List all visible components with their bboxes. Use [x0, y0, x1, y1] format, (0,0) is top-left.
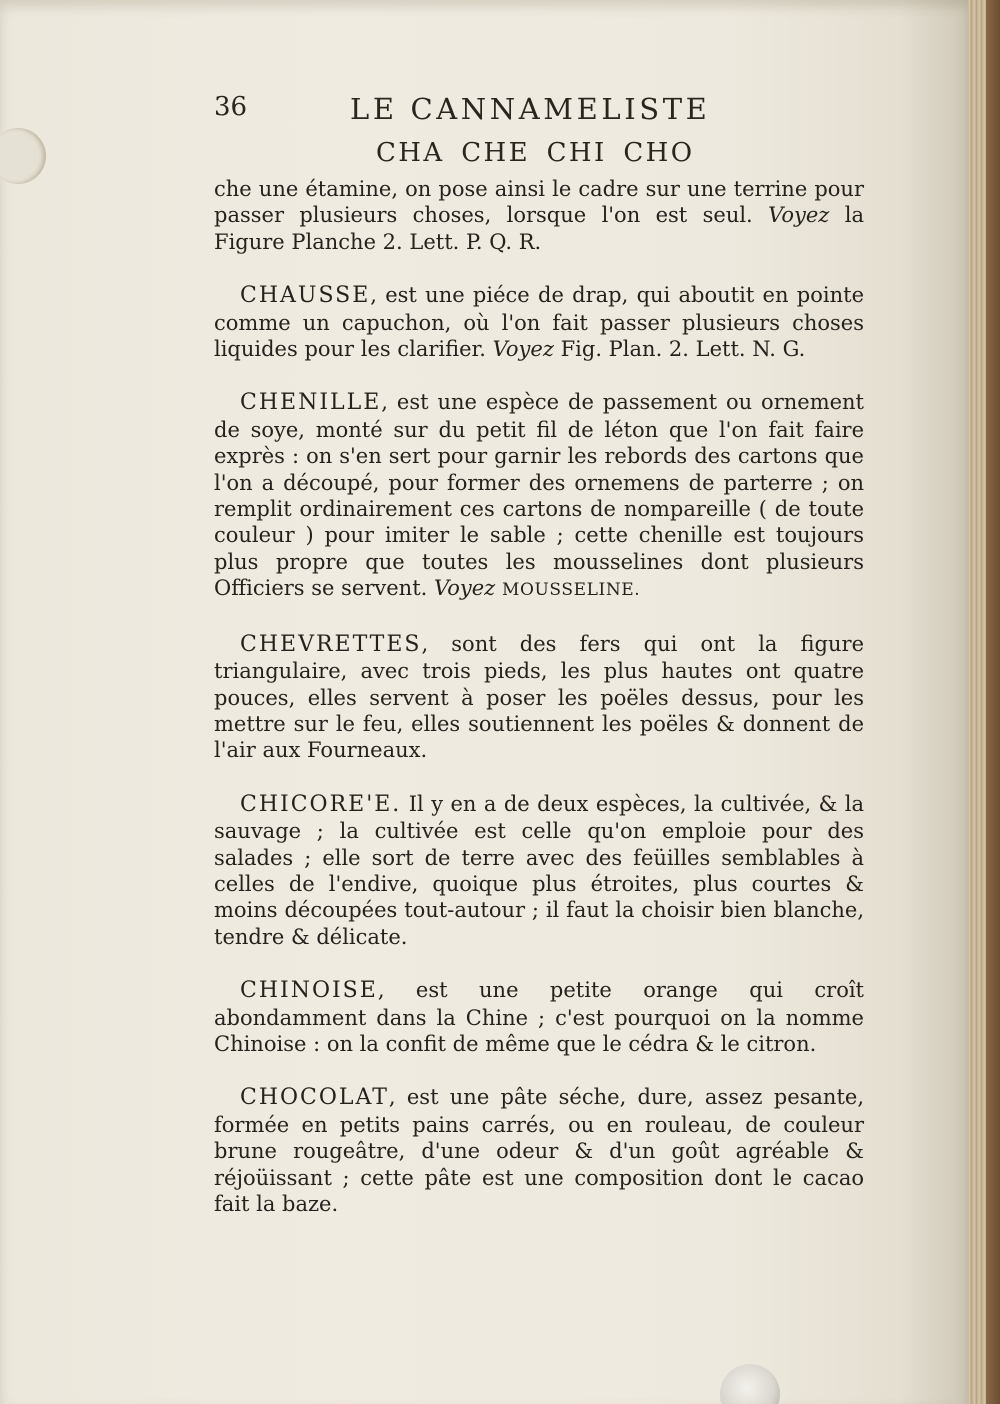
entry-text: Il y en a de deux espèces, la cultivée, & la sauvage ; la cultivée est celle qu'on emploie pour des salades ; elle sort de terre avec des feüilles semblables à celles de l'endive, quoique plus étroites, plus courtes & moins découpées tout-autour ; il faut la choisir bien blanche, tendre & délicate. — [214, 791, 864, 949]
entry-reference: la Figure Planche 2. Lett. P. Q. R. — [214, 203, 864, 254]
entry-text: , sont des fers qui ont la figure triangulaire, avec trois pieds, les plus hautes ont quatre pouces, elles servent à poser les poëles dessus, pour les mettre sur le feu, elles soutiennent les poëles & donnent de l'air aux Fourneaux. — [214, 631, 864, 763]
dictionary-text — [214, 176, 864, 1217]
running-head — [210, 88, 870, 128]
entry-chocolat — [214, 1084, 864, 1217]
page-hole — [0, 128, 46, 184]
headword: CHAUSSE — [240, 283, 371, 309]
headword: CHENILLE — [240, 390, 382, 416]
guide-words: CHA CHE CHI CHO — [376, 138, 695, 168]
voyez-reference: Voyez — [434, 576, 496, 601]
entry-reference: MOUSSELINE. — [501, 580, 641, 601]
entry-text: , est une piéce de drap, qui aboutit en pointe comme un capuchon, où l'on fait passer plusieurs choses liquides pour les clarifier. — [214, 283, 864, 362]
book-title: LE CANNAMELISTE — [350, 92, 711, 126]
headword: CHINOISE — [240, 978, 378, 1004]
voyez-reference: Voyez — [492, 337, 554, 362]
entry-chenille — [214, 389, 864, 603]
entry-text: , est une pâte séche, dure, assez pesante, formée en petits pains carrés, ou en rouleau, de couleur brune rougeâtre, d'une odeur & d'un goût agréable & réjoüissant ; cette pâte est une composition dont le cacao fait la baze. — [214, 1085, 864, 1216]
page-edges — [968, 0, 1000, 1404]
entry-text: che une étamine, on pose ainsi le cadre sur une terrine pour passer plusieurs choses, lorsque l'on est seul. — [214, 177, 864, 228]
headword: CHOCOLAT — [240, 1085, 389, 1111]
entry-text: , est une petite orange qui croît abondamment dans la Chine ; c'est pourquoi on la nomme Chinoise : on la confit de même que le cédra & le citron. — [214, 978, 864, 1056]
entry-chinoise — [214, 977, 864, 1057]
entry-chausse — [214, 282, 864, 362]
entry-chicoree — [214, 791, 864, 950]
headword: CHICORE'E. — [240, 791, 402, 817]
voyez-reference: Voyez — [768, 203, 830, 228]
headword: CHEVRETTES — [240, 631, 422, 657]
entry-reference: Fig. Plan. 2. Lett. N. G. — [560, 337, 806, 362]
entry-text: , est une espèce de passement ou ornement de soye, monté sur du petit fil de léton que l'on fait faire exprès : on s'en sert pour garnir les rebords des cartons que l'on a découpé, pour former des ornemens de parterre ; on remplit ordinairement ces cartons de nompareille ( de toute couleur ) pour imiter le sable ; cette chenille est toujours plus propre que toutes les mousselines dont plusieurs Officiers se servent. — [214, 390, 864, 601]
page-number: 36 — [214, 92, 248, 122]
entry-chevrettes — [214, 631, 864, 764]
entry-continuation — [214, 176, 864, 255]
